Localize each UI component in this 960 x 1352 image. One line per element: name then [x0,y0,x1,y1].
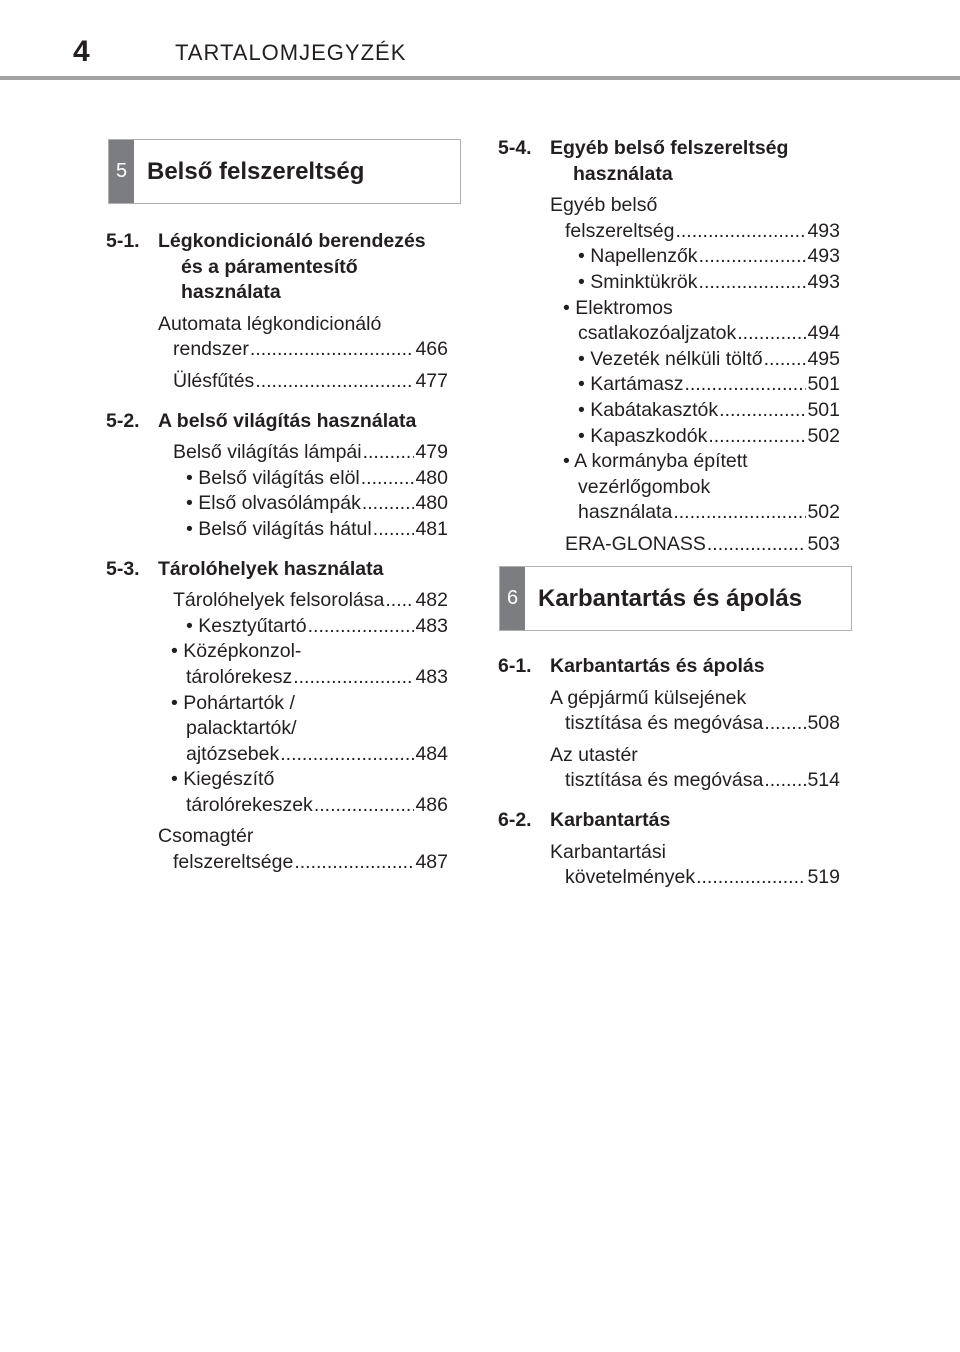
page-ref: 501 [807,373,840,396]
toc-entry[interactable]: Csomagtér felszereltsége ..... 487 [158,824,448,875]
toc-entry[interactable]: Tárolóhelyek felsorolása ..... 482 [158,588,448,614]
group-title: A belső világítás használata [158,409,417,432]
left-column [106,229,448,884]
toc-subentry[interactable]: • Belső világítás elöl ..... 480 [158,466,448,492]
toc-subentry[interactable]: • Elektromos csatlakozóaljzatok ..... 494 [550,296,840,347]
group-number: 6-2. [498,808,532,831]
page-ref: 493 [807,270,840,293]
group-number: 5-1. [106,230,140,252]
page-ref: 477 [415,369,448,392]
toc-subentry[interactable]: • Kartámasz ..... 501 [550,372,840,398]
toc-subentry[interactable]: • Kiegészítő tárolórekeszek ..... 486 [158,767,448,818]
page-ref: 494 [807,322,840,345]
page-ref: 466 [415,338,448,361]
toc-subentry[interactable]: • A kormányba épített vezérlőgombok használata ..... 502 [550,449,840,526]
group-title: Karbantartás [550,808,671,831]
page-ref: 482 [415,589,448,612]
toc-entry[interactable]: Ülésfűtés ..... 477 [158,369,448,395]
toc-subentry[interactable]: • Kabátakasztók ..... 501 [550,398,840,424]
page-number: 4 [73,35,90,68]
page-ref: 502 [807,424,840,447]
group-number: 5-2. [106,409,140,432]
group-number: 5-4. [498,137,532,159]
page-ref: 508 [807,712,840,735]
section-6-tab: 6 [500,567,525,630]
toc-subentry[interactable]: • Belső világítás hátul ..... 481 [158,517,448,543]
page-ref: 495 [807,347,840,370]
right-column-top [498,136,840,566]
toc-entry[interactable]: A gépjármű külsejének tisztítása és megóvása ..... 508 [550,686,840,737]
section-6-heading [499,566,852,631]
toc-subentry[interactable]: • Pohártartók / palacktartók/ ajtózsebek ..... 484 [158,691,448,768]
group-title: Légkondicionáló berendezés és a páramentesítő használata [158,230,426,304]
toc-subentry[interactable]: • Vezeték nélküli töltő ..... 495 [550,347,840,373]
page-ref: 480 [415,492,448,515]
section-5-tab: 5 [109,140,134,203]
toc-group-5-4 [498,136,840,558]
right-column-bottom [498,654,840,899]
page-ref: 493 [807,245,840,268]
toc-entry[interactable]: Automata légkondicionáló rendszer ..... 466 [158,312,448,363]
toc-subentry[interactable]: • Napellenzők ..... 493 [550,244,840,270]
header-rule [0,76,960,80]
group-number: 6-1. [498,655,532,677]
section-6-title: Karbantartás és ápolás [538,584,803,612]
toc-entry[interactable]: Karbantartási követelmények ..... 519 [550,840,840,891]
page-header [0,0,960,80]
toc-subentry[interactable]: • Sminktükrök ..... 493 [550,270,840,296]
group-title: Tárolóhelyek használata [158,557,384,580]
section-5-heading [108,139,461,204]
group-title: Egyéb belső felszereltség használata [550,137,789,185]
page-ref: 487 [415,851,448,874]
section-5-title: Belső felszereltség [147,157,365,185]
toc-subentry[interactable]: • Középkonzol- tárolórekesz ..... 483 [158,639,448,690]
toc-entry[interactable]: Belső világítás lámpái ..... 479 [158,440,448,466]
toc-entry[interactable]: Az utastér tisztítása és megóvása ..... 514 [550,743,840,794]
header-title: TARTALOMJEGYZÉK [175,40,407,65]
toc-subentry[interactable]: • Első olvasólámpák ..... 480 [158,491,448,517]
page-ref: 519 [807,866,840,889]
toc-group-5-3 [106,557,448,876]
page-ref: 481 [415,517,448,540]
toc-subentry[interactable]: • Kapaszkodók ..... 502 [550,424,840,450]
page-ref: 484 [415,742,448,765]
toc-entry[interactable]: ERA-GLONASS ..... 503 [550,532,840,558]
page-ref: 493 [807,219,840,242]
toc-group-5-1 [106,229,448,395]
page-ref: 514 [807,769,840,792]
toc-subentry[interactable]: • Kesztyűtartó ..... 483 [158,614,448,640]
page-ref: 501 [807,398,840,421]
page-ref: 479 [415,441,448,464]
page-ref: 503 [807,532,840,555]
group-title: Karbantartás és ápolás [550,655,765,677]
group-number: 5-3. [106,557,140,580]
page-ref: 486 [415,793,448,816]
toc-group-5-2 [106,409,448,543]
page-ref: 483 [415,614,448,637]
toc-group-6-2 [498,808,840,891]
page-ref: 502 [807,501,840,524]
page-ref: 483 [415,665,448,688]
toc-entry[interactable]: Egyéb belső felszereltség ..... 493 [550,193,840,244]
toc-group-6-1 [498,654,840,794]
page-ref: 480 [415,466,448,489]
